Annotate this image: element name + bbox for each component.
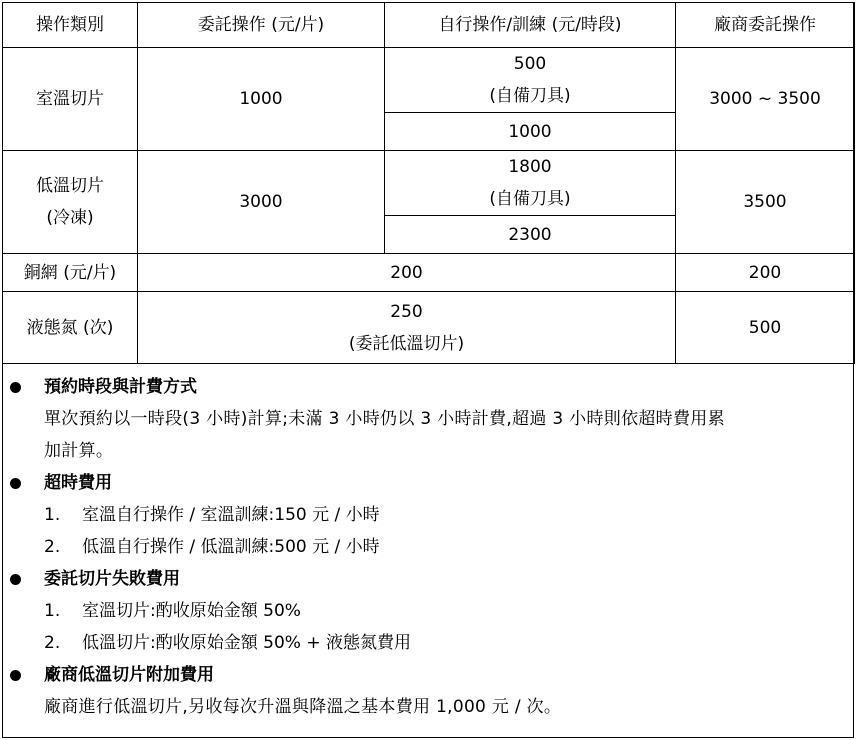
room-temp-self-a-price: 500 — [513, 54, 547, 74]
list-item-text: 室溫自行操作 / 室溫訓練:150 元 / 小時 — [82, 505, 380, 525]
room-temp-delegated: 1000 — [138, 48, 385, 151]
list-item — [2, 499, 854, 531]
liquid-nitrogen-price-cell — [138, 292, 676, 364]
room-temp-self-b: 1000 — [385, 113, 676, 151]
low-temp-self-b: 2300 — [385, 216, 676, 254]
booking-line-1: 單次預約以一時段(3 小時)計算;未滿 3 小時仍以 3 小時計費,超過 3 小時則依超時費用累 — [44, 409, 725, 429]
overtime-title-text: 超時費用 — [44, 473, 112, 493]
table-row — [3, 254, 855, 292]
low-temp-label: 低溫切片 — [36, 176, 104, 196]
low-temp-label-cell — [3, 151, 138, 254]
low-temp-vendor: 3500 — [676, 151, 855, 254]
list-item — [2, 531, 854, 563]
copper-mesh-vendor: 200 — [676, 254, 855, 292]
list-item — [2, 627, 854, 659]
header-delegated: 委託操作 (元/片) — [138, 3, 385, 48]
list-item-text: 低溫自行操作 / 低溫訓練:500 元 / 小時 — [82, 537, 380, 557]
vendor-extra-line-1: 廠商進行低溫切片,另收每次升溫與降溫之基本費用 1,000 元 / 次。 — [44, 697, 562, 717]
liquid-nitrogen-vendor: 500 — [676, 292, 855, 364]
low-temp-self-a-note: (自備刀具) — [489, 189, 571, 209]
vendor-extra-title-text: 廠商低溫切片附加費用 — [44, 665, 214, 685]
list-item-text: 室溫切片:酌收原始金額 50% — [82, 601, 301, 621]
list-number: 1. — [44, 505, 61, 525]
list-item-text: 低溫切片:酌收原始金額 50% + 液態氮費用 — [82, 633, 411, 653]
table-row — [3, 48, 855, 113]
list-number: 2. — [44, 537, 61, 557]
low-temp-delegated: 3000 — [138, 151, 385, 254]
room-temp-vendor: 3000 ~ 3500 — [676, 48, 855, 151]
booking-section-title — [2, 371, 854, 403]
notes-section — [2, 371, 854, 723]
copper-mesh-price: 200 — [138, 254, 676, 292]
failure-section-title — [2, 563, 854, 595]
bullet-icon — [10, 382, 21, 393]
overtime-section-title — [2, 467, 854, 499]
fee-table — [2, 2, 855, 364]
booking-line-2: 加計算。 — [44, 441, 114, 461]
liquid-nitrogen-price-note: (委託低溫切片) — [348, 333, 465, 354]
room-temp-label: 室溫切片 — [3, 48, 138, 151]
bullet-icon — [10, 574, 21, 585]
failure-title-text: 委託切片失敗費用 — [44, 569, 180, 589]
header-category: 操作類別 — [3, 3, 138, 48]
room-temp-self-a — [385, 48, 676, 113]
liquid-nitrogen-price: 250 — [390, 301, 423, 322]
bullet-icon — [10, 670, 21, 681]
low-temp-self-a-price: 1800 — [508, 157, 552, 177]
booking-title-text: 預約時段與計費方式 — [44, 377, 197, 397]
liquid-nitrogen-label: 液態氮 (次) — [3, 292, 138, 364]
copper-mesh-label: 銅網 (元/片) — [3, 254, 138, 292]
table-row — [3, 292, 855, 364]
bullet-icon — [10, 478, 21, 489]
header-self-operation: 自行操作/訓練 (元/時段) — [385, 3, 676, 48]
low-temp-self-a — [385, 151, 676, 216]
table-header-row — [3, 3, 855, 48]
list-number: 1. — [44, 601, 61, 621]
header-vendor: 廠商委託操作 — [676, 3, 855, 48]
vendor-extra-section-title — [2, 659, 854, 691]
list-item — [2, 595, 854, 627]
low-temp-label-note: (冷凍) — [46, 208, 94, 228]
list-number: 2. — [44, 633, 61, 653]
table-row — [3, 151, 855, 216]
room-temp-self-a-note: (自備刀具) — [489, 86, 571, 106]
